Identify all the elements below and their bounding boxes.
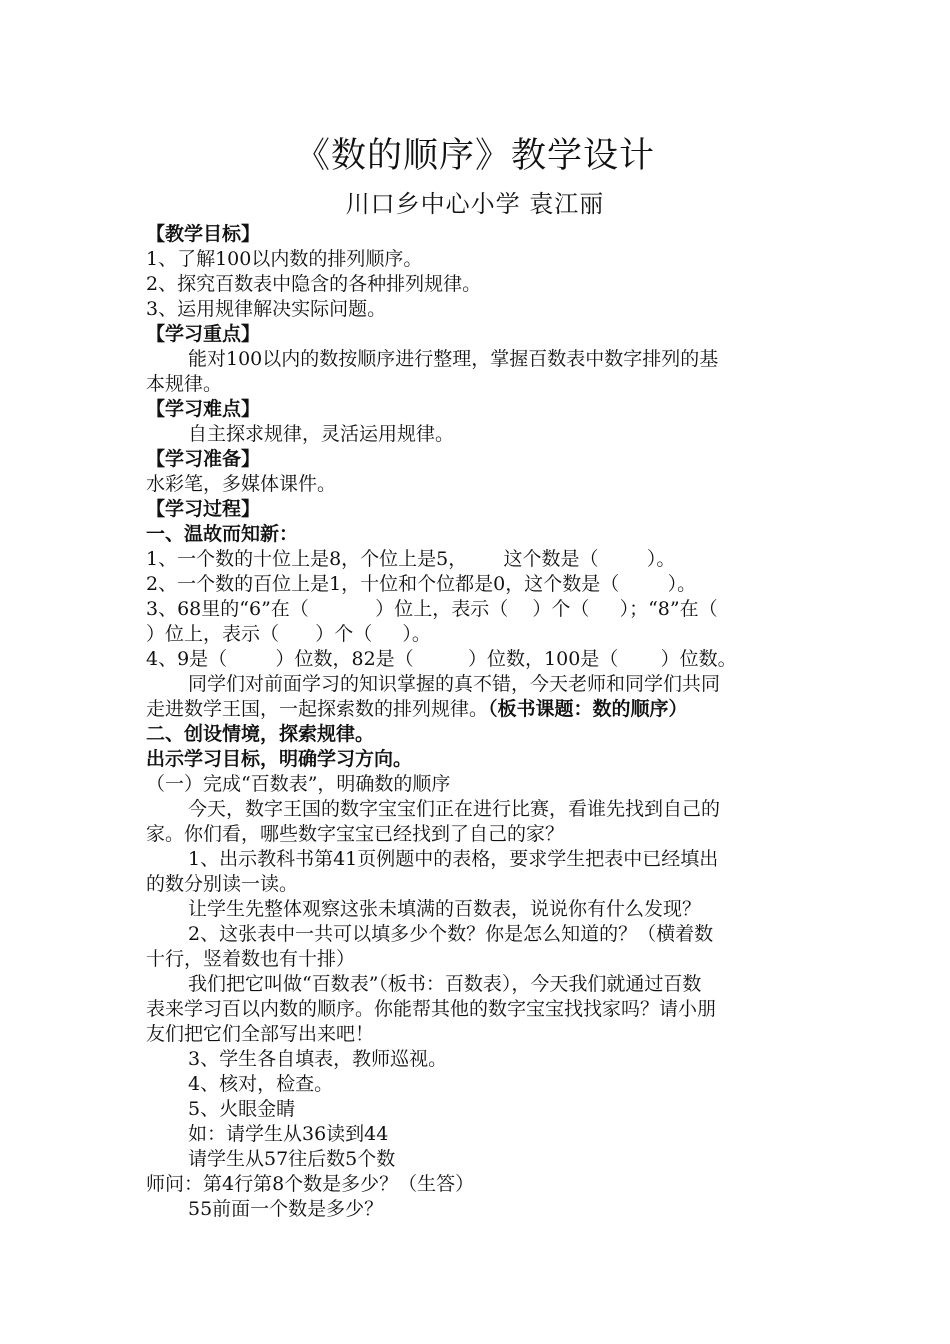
paragraph-line: 3、学生各自填表，教师巡视。 [188,1048,448,1070]
paragraph-line: 表来学习百以内数的顺序。你能帮其他的数字宝宝找找家吗？请小朋 [146,998,717,1020]
paragraph-line: 1、出示教科书第41页例题中的表格，要求学生把表中已经填出 [188,848,719,870]
paragraph-line: 的数分别读一读。 [146,873,299,895]
paragraph-line: 水彩笔，多媒体课件。 [146,473,337,495]
paragraph-line: 请学生从57往后数5个数 [188,1148,396,1170]
paragraph-line: 让学生先整体观察这张未填满的百数表，说说你有什么发现？ [188,898,702,920]
paragraph-line: 如：请学生从36读到44 [188,1123,389,1145]
question-line: 3、68里的“6”在（ ）位上，表示（ ）个（ ）；“8”在（ [146,598,718,620]
question-line: 4、9是（ ）位数，82是（ ）位数，100是（ ）位数。 [146,648,737,670]
document-body [146,222,812,1222]
document-title: 《数的顺序》教学设计 [294,136,655,176]
question-line: 1、一个数的十位上是8，个位上是5， 这个数是（ ）。 [146,548,676,570]
section-heading: 出示学习目标，明确学习方向。 [146,748,413,770]
section-heading: 【学习难点】 [146,398,261,420]
paragraph-line: 自主探求规律，灵活运用规律。 [188,423,455,445]
paragraph-line: 本规律。 [146,373,223,395]
paragraph-line: 4、核对，检查。 [188,1073,334,1095]
paragraph-line: 我们把它叫做“百数表”（板书：百数表），今天我们就通过百数 [188,973,702,995]
paragraph-line: 55前面一个数是多少？ [188,1198,384,1220]
question-line: ）位上，表示（ ）个（ ）。 [146,623,431,645]
section-heading: 一、温故而知新： [146,523,299,545]
section-heading: 【学习过程】 [146,498,261,520]
paragraph-line: 能对100以内的数按顺序进行整理，掌握百数表中数字排列的基 [188,348,719,370]
paragraph-line [146,697,812,722]
paragraph-line: 3、运用规律解决实际问题。 [146,298,387,320]
paragraph-line: 家。你们看，哪些数字宝宝已经找到了自己的家？ [146,823,565,845]
section-heading: 【学习准备】 [146,448,261,470]
question-line: 2、一个数的百位上是1，十位和个位都是0，这个数是（ ）。 [146,573,697,595]
paragraph-line: 2、探究百数表中隐含的各种排列规律。 [146,273,482,295]
paragraph-line: 2、这张表中一共可以填多少个数？你是怎么知道的？（横着数 [188,923,714,945]
board-title-note: （板书课题：数的顺序） [488,698,688,720]
document-author: 川口乡中心小学 袁江丽 [345,190,605,218]
section-heading: 【教学目标】 [146,223,261,245]
paragraph-line: 5、火眼金睛 [188,1098,296,1120]
paragraph-text: 走进数学王国，一起探索数的排列规律。 [146,698,489,720]
section-heading: 二、创设情境，探索规律。 [146,723,375,745]
paragraph-line: 今天，数字王国的数字宝宝们正在进行比赛，看谁先找到自己的 [188,798,721,820]
paragraph-line: 十行，竖着数也有十排） [146,948,356,970]
paragraph-line: 1、了解100以内数的排列顺序。 [146,248,423,270]
paragraph-line: 同学们对前面学习的知识掌握的真不错，今天老师和同学们共同 [188,673,721,695]
subsection-heading: （一）完成“百数表”，明确数的顺序 [146,773,451,795]
section-heading: 【学习重点】 [146,323,261,345]
paragraph-line: 友们把它们全部写出来吧！ [146,1023,375,1045]
paragraph-line: 师问：第4行第8个数是多少？（生答） [146,1173,475,1195]
